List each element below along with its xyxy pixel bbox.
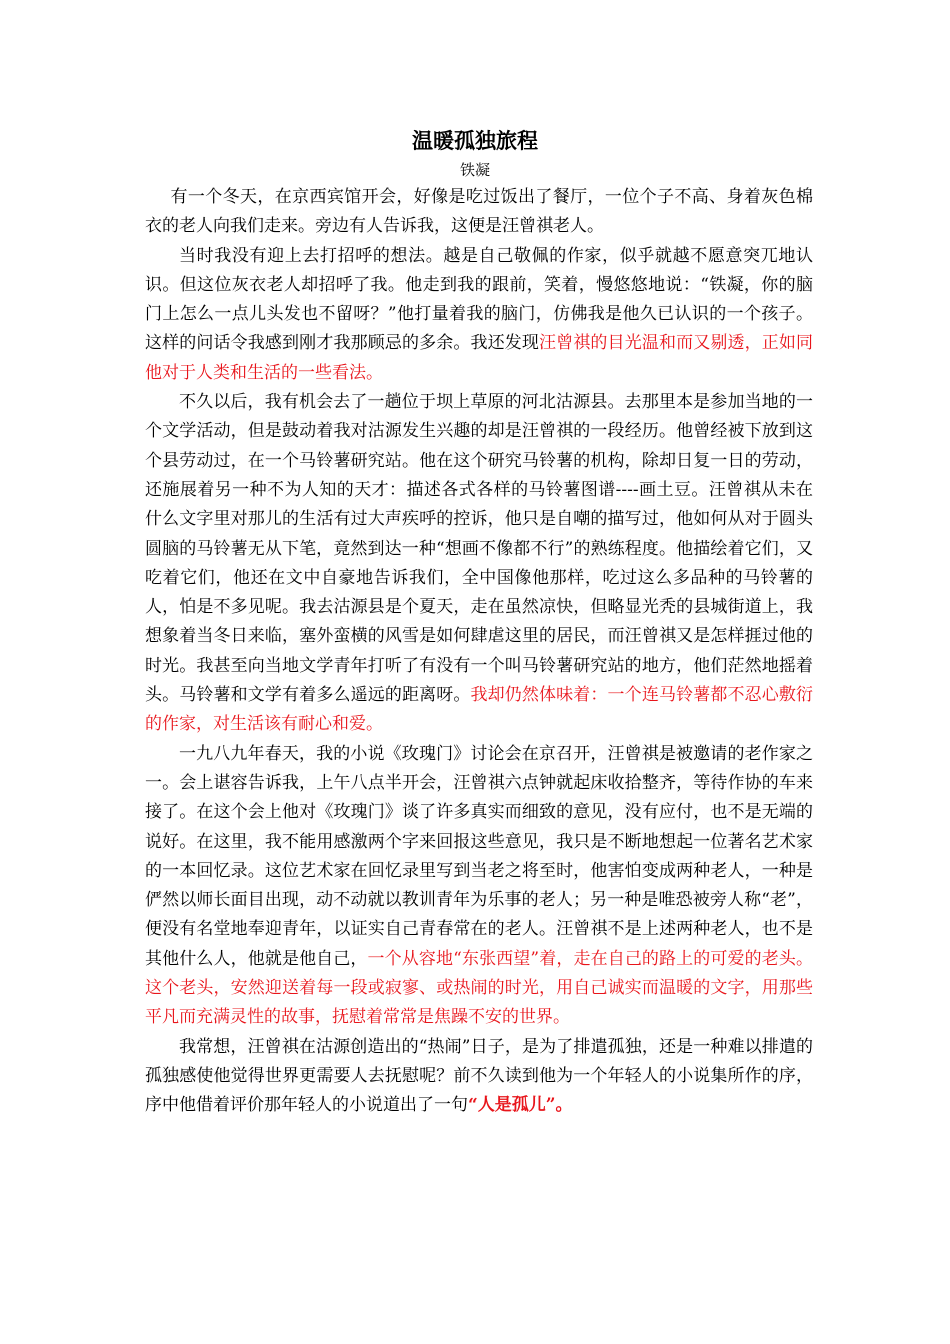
article-author: 铁凝: [459, 161, 490, 179]
article-body: [145, 183, 813, 1121]
paragraph-3-text: 不久以后，我有机会去了一趟位于坝上草原的河北沽源县。去那里本是参加当地的一个文学活动，但是鼓动着我对沽源发生兴趣的却是汪曾祺的一段经历。他曾经被下放到这个县劳动过，在一个马铃薯研究站。他在这个研究马铃薯的机构，除却日复一日的劳动，还施展着另一种不为人知的天才：描述各式各样的马铃薯图谱----画土豆。汪曾祺从未在什么文字里对那儿的生活有过大声疾呼的控诉，他只是自嘲的描写过，他如何从对于圆头圆脑的马铃薯无从下笔，竟然到达一种“想画不像都不行”的熟练程度。他描绘着它们，又吃着它们，他还在文中自豪地告诉我们，全中国像他那样，吃过这么多品种的马铃薯的人，怕是不多见呢。我去沽源县是个夏天，走在虽然凉快，但略显光秃的县城街道上，我想象着当冬日来临，塞外蛮横的风雪是如何肆虐这里的居民，而汪曾祺又是怎样捱过他的时光。我甚至向当地文学青年打听了有没有一个叫马铃薯研究站的地方，他们茫然地摇着头。马铃薯和文学有着多么遥远的距离呀。: [145, 392, 813, 706]
paragraph-4-text: 一九八九年春天，我的小说《玫瑰门》讨论会在京召开，汪曾祺是被邀请的老作家之一。会上谌容告诉我，上午八点半开会，汪曾祺六点钟就起床收拾整齐，等待作协的车来接了。在这个会上他对《玫瑰门》谈了许多真实而细致的意见，没有应付，也不是无端的说好。在这里，我不能用感激两个字来回报这些意见，我只是不断地想起一位著名艺术家的一本回忆录。这位艺术家在回忆录里写到当老之将至时，他害怕变成两种老人，一种是俨然以师长面目出现，动不动就以教训青年为乐事的老人；另一种是唯恐被旁人称“老”，便没有名堂地奉迎青年，以证实自己青春常在的老人。汪曾祺不是上述两种老人，也不是其他什么人，他就是他自己，: [145, 743, 813, 969]
paragraph-3-highlight: 我却仍然体味着：一个连马铃薯都不忍心敷衍的作家，对生活该有耐心和爱。: [145, 685, 813, 735]
paragraph-2: [145, 242, 813, 388]
paragraph-2-text: 当时我没有迎上去打招呼的想法。越是自己敬佩的作家，似乎就越不愿意突兀地认识。但这位灰衣老人却招呼了我。他走到我的跟前，笑着，慢悠悠地说：“铁凝，你的脑门上怎么一点儿头发也不留呀？”他打量着我的脑门，仿佛我是他久已认识的一个孩子。这样的问话令我感到刚才我那顾忌的多余。我还发现: [145, 245, 813, 354]
paragraph-4: [145, 740, 813, 1033]
paragraph-5-text: 我常想，汪曾祺在沽源创造出的“热闹”日子，是为了排遣孤独，还是一种难以排遣的孤独感使他觉得世界更需要人去抚慰呢？前不久读到他为一个年轻人的小说集所作的序，序中他借着评价那年轻人的小说道出了一句: [145, 1036, 813, 1116]
paragraph-1: [145, 183, 813, 242]
paragraph-2-highlight: 汪曾祺的目光温和而又剔透，正如同他对于人类和生活的一些看法。: [145, 333, 814, 383]
article-title: 温暖孤独旅程: [412, 128, 538, 153]
paragraph-4-highlight: 一个从容地“东张西望”着，走在自己的路上的可爱的老头。这个老头，安然迎送着每一段或寂寥、或热闹的时光，用自己诚实而温暖的文字，用那些平凡而充满灵性的故事，抚慰着常常是焦躁不安的世界。: [145, 948, 814, 1028]
paragraph-3: [145, 388, 813, 740]
paragraph-1-text: 有一个冬天，在京西宾馆开会，好像是吃过饭出了餐厅，一位个子不高、身着灰色棉衣的老人向我们走来。旁边有人告诉我，这便是汪曾祺老人。: [145, 187, 813, 237]
paragraph-5: [145, 1033, 813, 1121]
paragraph-5-highlight: “人是孤儿”。: [468, 1095, 573, 1116]
